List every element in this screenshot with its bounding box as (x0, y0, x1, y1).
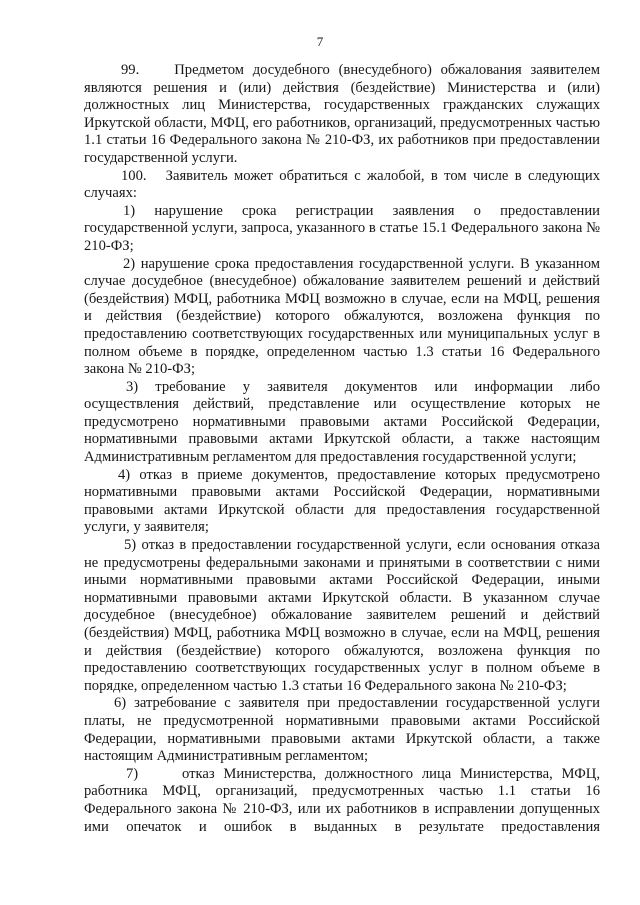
page-number: 7 (316, 34, 324, 49)
case-2: 2) нарушение срока предоставления государственной услуги. В указанном случае досудебное (внесудебное) обжалование заявителем решений и действий (бездействия) МФЦ, работника МФЦ возможно в случае, если на МФЦ, решения и действия (бездействие) которого обжалуются, возложена функция по предоставлению соответствующих государственных или муниципальных услуг в полном объеме в порядке, определенном частью 1.3 статьи 16 Федерального закона № 210-ФЗ; (84, 255, 600, 378)
paragraph-100: 100. Заявитель может обратиться с жалобой, в том числе в следующих случаях: (84, 167, 600, 202)
case-1: 1) нарушение срока регистрации заявления о предоставлении государственной услуги, запроса, указанного в статье 15.1 Федерального закона № 210-ФЗ; (84, 202, 600, 254)
paragraph-99: 99. Предметом досудебного (внесудебного) обжалования заявителем являются решения и (или) действия (бездействие) Министерства и (или) должностных лиц Министерства, государственных гражданских служащих Иркутской области, МФЦ, его работников, организаций, предусмотренных частью 1.1 статьи 16 Федерального закона № 210-ФЗ, их работников при предоставлении государственной услуги. (84, 62, 600, 166)
case-7: 7) отказ Министерства, должностного лица Министерства, МФЦ, работника МФЦ, организаций, предусмотренных частью 1.1 статьи 16 Федерального закона № 210-ФЗ, или их работников в исправлении допущенных ими опечаток и ошибок в выданных в результате предоставления (84, 765, 600, 835)
case-6: 6) затребование с заявителя при предоставлении государственной услуги платы, не предусмотренной нормативными правовыми актами Российской Федерации, нормативными правовыми актами Иркутской области, а также настоящим Административным регламентом; (84, 695, 600, 765)
case-5: 5) отказ в предоставлении государственной услуги, если основания отказа не предусмотрены федеральными законами и принятыми в соответствии с ними иными нормативными правовыми актами Российской Федерации, иными нормативными правовыми актами Иркутской области. В указанном случае досудебное (внесудебное) обжалование заявителем решений и действий (бездействия) МФЦ, работника МФЦ возможно в случае, если на МФЦ, решения и действия (бездействие) которого обжалуются, возложена функция по предоставлению соответствующих государственных услуг в полном объеме в порядке, определенном частью 1.3 статьи 16 Федерального закона № 210-ФЗ; (84, 537, 600, 694)
case-4: 4) отказ в приеме документов, предоставление которых предусмотрено нормативными правовыми актами Российской Федерации, нормативными правовыми актами Иркутской области для предоставления государственной услуги, у заявителя; (84, 466, 600, 536)
document-body (84, 62, 600, 836)
case-3: 3) требование у заявителя документов или информации либо осуществления действий, представление или осуществление которых не предусмотрено нормативными правовыми актами Российской Федерации, нормативными правовыми актами Иркутской области, а также настоящим Административным регламентом для предоставления государственной услуги; (84, 378, 600, 466)
